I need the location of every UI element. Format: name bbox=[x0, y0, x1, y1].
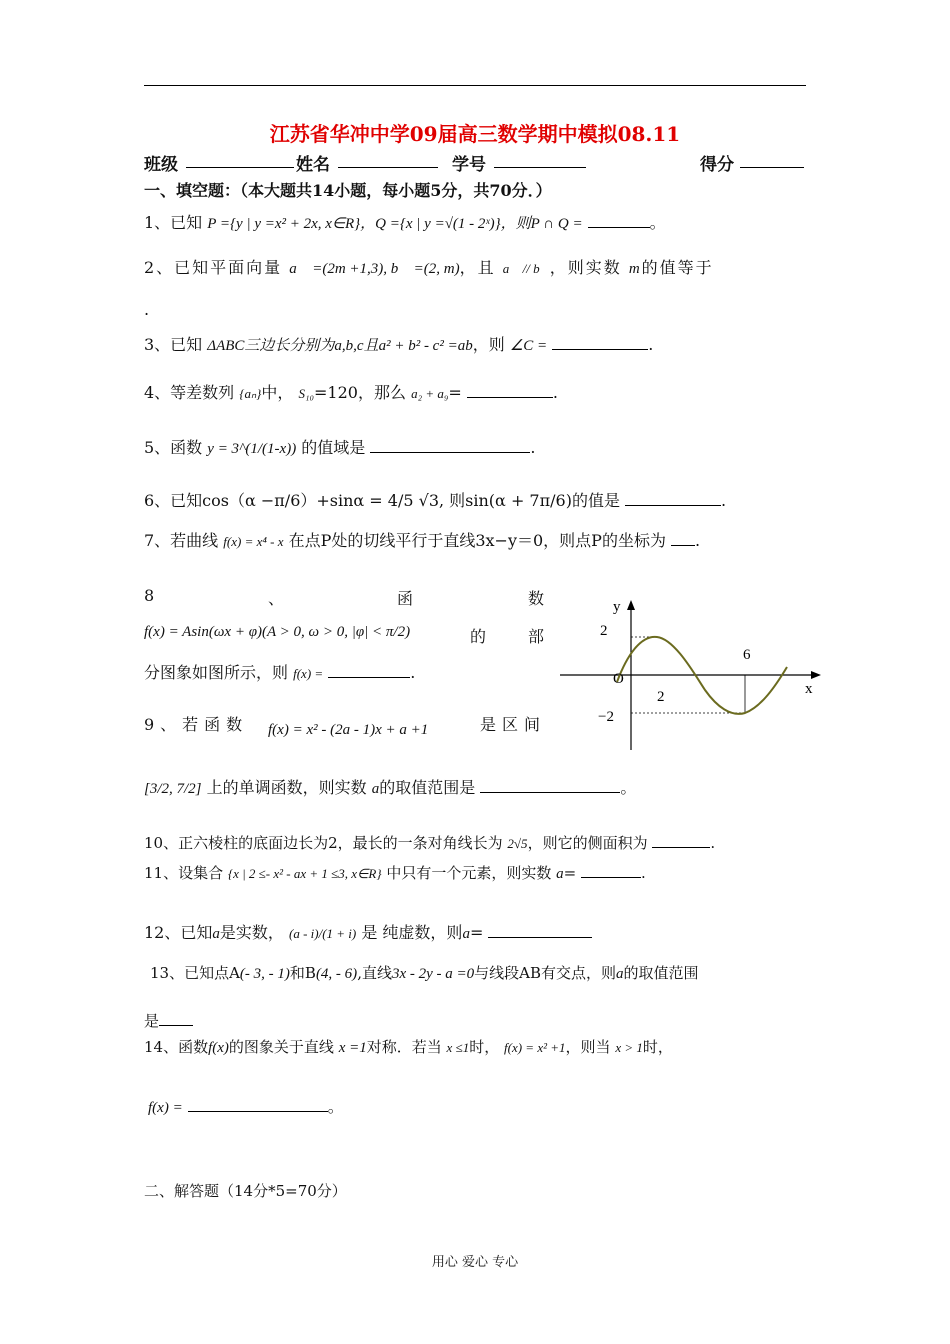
answer-blank-5[interactable] bbox=[370, 438, 530, 453]
answer-blank-1[interactable] bbox=[588, 213, 650, 228]
question-1: 1、已知 P ={y | y =x² + 2x, x∈R}，Q ={x | y =√(1 - 2ˣ)}，则P ∩ Q = 。 bbox=[144, 213, 666, 232]
answer-blank-13[interactable] bbox=[159, 1011, 193, 1026]
page-footer: 用心 爱心 专心 bbox=[431, 1255, 519, 1270]
y-axis-arrow bbox=[627, 600, 635, 610]
answer-blank-4[interactable] bbox=[467, 383, 553, 398]
x-axis-arrow bbox=[811, 671, 821, 679]
sine-graph bbox=[555, 595, 825, 755]
q9-prefix: 9、若函数 bbox=[144, 715, 249, 734]
page-title: 江苏省华冲中学09届高三数学期中模拟08.11 bbox=[269, 122, 681, 146]
top-rule bbox=[144, 85, 806, 86]
question-12: 12、已知a是实数， (a - i)/(1 + i) 是 纯虚数，则a= bbox=[144, 920, 592, 943]
q8-formula: f(x) = Asin(ωx + φ)(A > 0, ω > 0, |φ| < π/2) bbox=[144, 624, 411, 640]
id-blank[interactable] bbox=[494, 153, 586, 168]
q8-word-1: 函 bbox=[397, 589, 414, 608]
class-blank[interactable] bbox=[186, 153, 294, 168]
question-13-end: 是 bbox=[144, 1010, 193, 1031]
q8-word-4: 部 bbox=[528, 627, 545, 646]
q9-formula: f(x) = x² - (2a - 1)x + a +1 bbox=[268, 722, 429, 738]
answer-blank-3[interactable] bbox=[552, 335, 648, 350]
tick-label-6: 6 bbox=[743, 647, 751, 663]
answer-blank-9[interactable] bbox=[480, 778, 620, 793]
q9-line-2: [3/2, 7/2] 上的单调函数，则实数 a的取值范围是 。 bbox=[144, 778, 637, 797]
q8-number: 8 bbox=[144, 586, 155, 605]
q8-comma: 、 bbox=[268, 589, 285, 608]
answer-blank-12[interactable] bbox=[488, 923, 592, 938]
question-3: 3、已知 ΔABC三边长分别为a,b,c且a² + b² - c² =ab，则 ∠C = . bbox=[144, 335, 654, 354]
question-6: 6、已知cos（α −π/6）+sinα = 4/5 √3, 则sin(α + 7π/6)的值是 . bbox=[144, 491, 727, 510]
answer-blank-14[interactable] bbox=[188, 1097, 328, 1112]
origin-label: O bbox=[613, 671, 624, 687]
section-2-heading: 二、解答题（14分*5=70分） bbox=[144, 1182, 347, 1200]
q8-line-3: 分图象如图所示，则 f(x) = . bbox=[144, 663, 416, 682]
question-13: 13、已知点A(- 3, - 1)和B(4, - 6),直线3x - 2y - a =0与线段AB有交点，则a的取值范围 bbox=[150, 964, 699, 982]
section-1-heading: 一、填空题：（本大题共14小题，每小题5分，共70分．） bbox=[144, 181, 552, 200]
question-2: 2、已知平面向量 a⃗ =(2m +1,3), b⃗ =(2, m)，且 a⃗ // b⃗，则实数 m的值等于 bbox=[144, 258, 714, 277]
question-2-end: . bbox=[144, 300, 150, 319]
q8-word-2: 数 bbox=[528, 589, 545, 608]
question-7: 7、若曲线 f(x) = x⁴ - x 在点P处的切线平行于直线3x−y＝0，则点P的坐标为 . bbox=[144, 531, 701, 550]
q8-word-3: 的 bbox=[470, 627, 487, 646]
min-value-label: −2 bbox=[598, 709, 614, 725]
x-axis-label: x bbox=[805, 681, 813, 697]
score-blank[interactable] bbox=[740, 153, 804, 168]
answer-blank-7[interactable] bbox=[671, 531, 695, 546]
question-5: 5、函数 y = 3^(1/(1-x)) 的值域是 . bbox=[144, 438, 536, 457]
question-11: 11、设集合 {x | 2 ≤- x² - ax + 1 ≤3, x∈R} 中只有一个元素，则实数 a= . bbox=[144, 864, 646, 882]
question-14-end: f(x) = 。 bbox=[148, 1097, 344, 1116]
name-blank[interactable] bbox=[338, 153, 438, 168]
class-label: 班级 bbox=[144, 155, 178, 175]
id-label: 学号 bbox=[452, 155, 486, 175]
answer-blank-6[interactable] bbox=[625, 491, 721, 506]
y-axis-label: y bbox=[613, 599, 621, 615]
q9-interval-word: 是区间 bbox=[480, 715, 547, 734]
answer-blank-10[interactable] bbox=[652, 833, 710, 848]
name-label: 姓名 bbox=[296, 155, 330, 175]
question-14: 14、函数f(x)的图象关于直线 x =1对称．若当 x ≤1时， f(x) = x² +1，则当 x > 1时， bbox=[144, 1038, 673, 1056]
score-label: 得分 bbox=[700, 155, 734, 175]
tick-label-2: 2 bbox=[657, 689, 665, 705]
answer-blank-8[interactable] bbox=[328, 663, 410, 678]
question-4: 4、等差数列 {aₙ}中， S₁₀=120，那么 a₂ + a₉= . bbox=[144, 383, 558, 402]
answer-blank-11[interactable] bbox=[581, 863, 641, 878]
max-value-label: 2 bbox=[600, 623, 608, 639]
question-10: 10、正六棱柱的底面边长为2，最长的一条对角线长为 2√5，则它的侧面积为 . bbox=[144, 834, 716, 852]
